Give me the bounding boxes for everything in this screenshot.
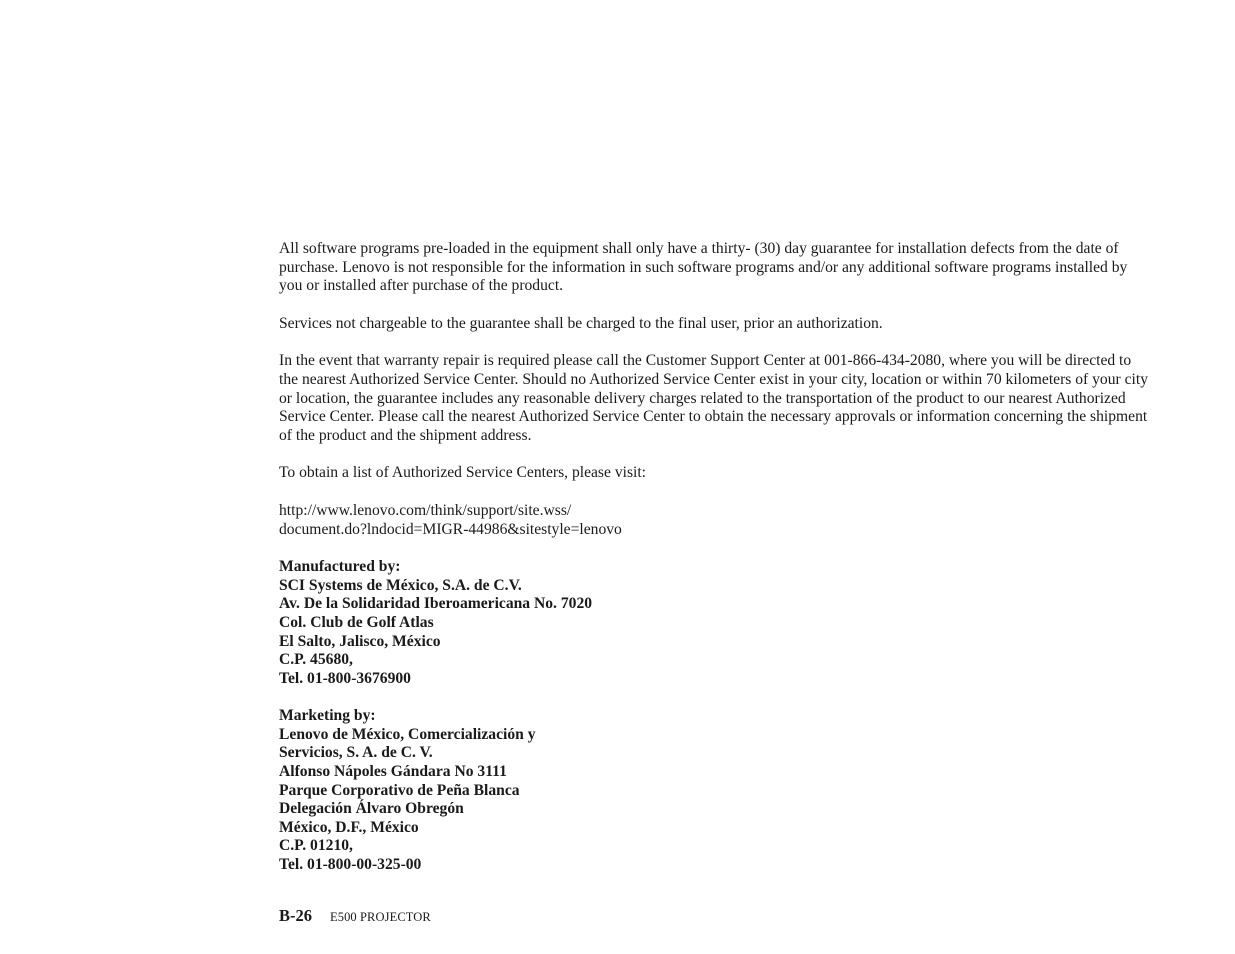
services-not-chargeable-paragraph: Services not chargeable to the guarantee shall be charged to the final user, prior an authorization. — [279, 314, 883, 332]
page-number: B-26 — [279, 906, 312, 925]
manufacturer-city: El Salto, Jalisco, México — [279, 632, 441, 650]
manufacturer-colony: Col. Club de Golf Atlas — [279, 613, 434, 631]
software-guarantee-paragraph: All software programs pre-loaded in the equipment shall only have a thirty- (30) day guarantee for installation defects from the date of purchase. Lenovo is not responsible for the information in such software programs and/or any additional software programs installed by you or installed after purchase of the product. — [279, 240, 1128, 295]
page-footer — [279, 906, 431, 926]
manufacturer-phone: Tel. 01-800-3676900 — [279, 669, 411, 687]
manufactured-by-block — [279, 558, 1149, 688]
service-centers-url — [279, 502, 1149, 539]
document-title: E500 PROJECTOR — [330, 910, 431, 924]
marketer-city: México, D.F., México — [279, 818, 419, 836]
marketer-postal-code: C.P. 01210, — [279, 837, 353, 855]
warranty-repair-paragraph: In the event that warranty repair is required please call the Customer Support Center at 001-866-434-2080, where you will be directed to the nearest Authorized Service Center. Should no Authorized Service Center exist in your city, location or within 70 kilometers of your city or location, the guarantee includes any reasonable delivery charges related to the transportation of the product to our nearest Authorized Service Center. Please call the nearest Authorized Service Center to obtain the necessary approvals or information concerning the shipment of the product and the shipment address. — [279, 352, 1148, 444]
marketer-phone: Tel. 01-800-00-325-00 — [279, 856, 422, 874]
marketer-street: Alfonso Nápoles Gándara No 3111 — [279, 763, 507, 781]
marketer-delegation: Delegación Álvaro Obregón — [279, 800, 464, 818]
url-line-1: http://www.lenovo.com/think/support/site.wss/ — [279, 501, 572, 519]
marketing-by-block — [279, 707, 1149, 874]
marketing-by-heading: Marketing by: — [279, 707, 376, 725]
url-line-2: document.do?lndocid=MIGR-44986&sitestyle=lenovo — [279, 520, 622, 538]
page-content — [279, 240, 1149, 894]
manufacturer-name: SCI Systems de México, S.A. de C.V. — [279, 576, 522, 594]
manufacturer-street: Av. De la Solidaridad Iberoamericana No. 7020 — [279, 595, 593, 613]
manufactured-by-heading: Manufactured by: — [279, 558, 401, 576]
manufacturer-postal-code: C.P. 45680, — [279, 651, 353, 669]
marketer-name-line-2: Servicios, S. A. de C. V. — [279, 744, 433, 762]
marketer-park: Parque Corporativo de Peña Blanca — [279, 781, 520, 799]
service-centers-intro-paragraph: To obtain a list of Authorized Service Centers, please visit: — [279, 464, 647, 482]
marketer-name-line-1: Lenovo de México, Comercialización y — [279, 725, 536, 743]
